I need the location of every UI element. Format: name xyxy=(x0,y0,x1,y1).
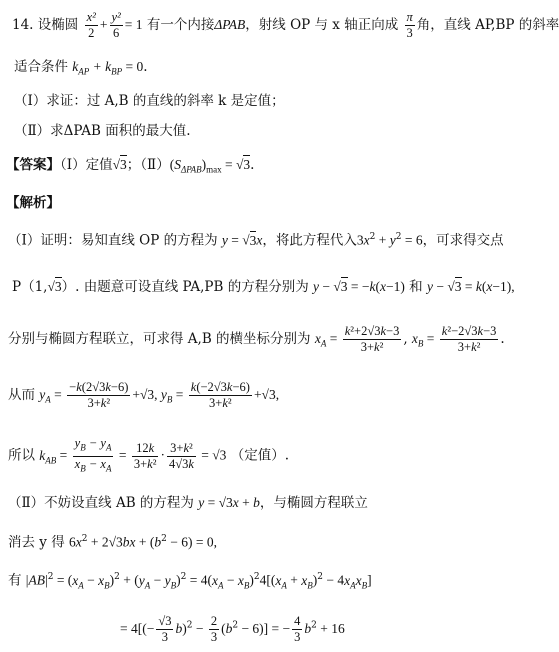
problem-line-1: 14. 设椭圆 $\frac{\text{x²}}{2}$ + $\frac{\text{y²}}{6}$ = 1 有一个内接ΔPAB，射线 OP 与 x 轴正向成 $\frac{\pi}{3}$ 角，直线 AP,BP 的斜率 xyxy=(12,10,559,40)
stem-tail: 角，直线 AP,BP 的斜率 xyxy=(416,17,559,33)
analysis-line-2: P（1,√3）. 由题意可设直线 PA,PB 的方程分别为 y − √3 = −k(x−1) 和 y − √3 = k(x−1), xyxy=(12,279,515,295)
fraction-pi-3: $\frac{\pi}{3}$ xyxy=(406,10,413,40)
analysis-line-7: 消去 y 得 $6x^2 + 2√3bx + (b^2 - 6) = 0$, xyxy=(8,534,217,551)
stem-prefix: 设椭圆 xyxy=(37,17,79,33)
stem-mid: 有一个内接 xyxy=(146,17,215,33)
answer-label: 【答案】 xyxy=(6,157,60,173)
analysis-label: 【解析】 xyxy=(6,195,60,211)
fraction-x2-2: $\frac{\text{x²}}{2}$ xyxy=(86,10,96,40)
problem-number: 14. xyxy=(12,17,34,33)
analysis-line-8: 有 $|AB|^2 = (x_A - x_B)^2 + (y_A - y_B)^2 = 4(x_A - x_B)^24[(x_A + x_B)^2 - 4x_Ax_B]$ xyxy=(8,572,372,591)
analysis-line-3: 分别与椭圆方程联立，可求得 A,B 的横坐标分别为 $x_A$ = $\frac{\text{k²+2√3k−3}}{\text{3+k²}}$ , $x_B$ = $\frac{\text{k²−2√3k−3}}{\text{3+k²}}$ . xyxy=(8,324,505,354)
analysis-line-1: （Ⅰ）证明：易知直线 OP 的方程为 y = √3x，将此方程代入$3x^2 + y^2 = 6$，可求得交点 xyxy=(8,232,504,249)
problem-line-2: 适合条件 $k_{AP} + k_{BP} = 0$. xyxy=(14,59,148,77)
fraction-y2-6: $\frac{\text{y²}}{6}$ xyxy=(111,10,121,40)
analysis-line-4: 从而 $y_A$ = $\frac{-k(2√3k-6)}{\text{3+k²}}$ +√3, $y_B$ = $\frac{k(-2√3k-6)}{\text{3+k²}}$ +√3, xyxy=(8,380,280,410)
analysis-line-6: （Ⅱ）不妨设直线 AB 的方程为 y = √3x + b，与椭圆方程联立 xyxy=(8,495,368,511)
cond-prefix: 适合条件 xyxy=(14,59,68,75)
stem-mid2: ，射线 OP 与 x 轴正向成 xyxy=(245,17,399,33)
analysis-line-5: 所以 $k_{AB}$ = $\frac{y_B - y_A}{x_B - x_A}$ = $\frac{12k}{\text{3+k²}}$ · $\frac{\text{3+k²}}{4√3k}$ = √3 （定值）. xyxy=(8,436,290,473)
part-1: （Ⅰ）求证：过 A,B 的直线的斜率 k 是定值； xyxy=(14,93,285,109)
analysis-line-9: = 4[(− $\frac{√3}{3}$ b)$^2$ − $\frac{2}{3}$ $(b^2 - 6)$] = − $\frac{4}{3}$ $b^2 + 16$ xyxy=(120,614,345,644)
answer-line: 【答案】（Ⅰ）定值√3；$(Ⅱ)(S_{\Delta PAB})_{max} = √3$. xyxy=(6,157,255,175)
part-2: （Ⅱ）求ΔPAB 面积的最大值. xyxy=(14,123,191,139)
